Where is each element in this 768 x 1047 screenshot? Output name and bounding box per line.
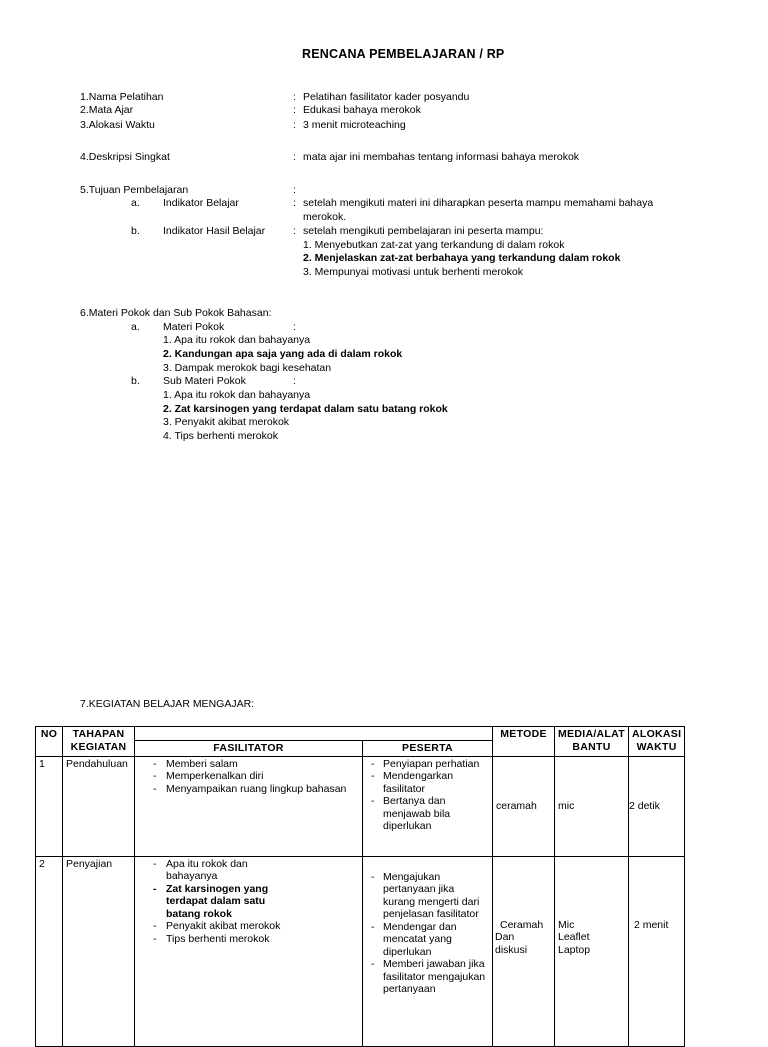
- info-sep: :: [293, 375, 296, 387]
- materi-b-item: 2. Zat karsinogen yang terdapat dalam satu batang rokok: [163, 403, 448, 415]
- info-value-nama-pelatihan: Pelatihan fasilitator kader posyandu: [303, 91, 470, 103]
- row-tahapan: Penyajian: [63, 856, 135, 1046]
- tujuan-b-item: 2. Menjelaskan zat-zat berbahaya yang terkandung dalam rokok: [303, 252, 621, 264]
- list-item: - Memperkenalkan diri: [138, 770, 359, 783]
- row-metode: [493, 856, 555, 1046]
- tujuan-a-marker: a.: [131, 197, 140, 209]
- tujuan-b-intro: setelah mengikuti pembelajaran ini peserta mampu:: [303, 225, 544, 237]
- row-fasilitator: [135, 756, 363, 856]
- row-media: [555, 856, 629, 1046]
- tujuan-label: 5.Tujuan Pembelajaran: [80, 184, 189, 196]
- tujuan-a-line1: setelah mengikuti materi ini diharapkan peserta mampu memahami bahaya: [303, 197, 654, 209]
- table-row: [36, 756, 685, 856]
- list-item: - Zat karsinogen yang terdapat dalam satu batang rokok: [138, 883, 299, 921]
- row-peserta: [363, 756, 493, 856]
- header-tahapan: TAHAPAN KEGIATAN: [63, 727, 135, 757]
- header-alokasi: ALOKASI WAKTU: [628, 727, 684, 757]
- materi-a-item: 1. Apa itu rokok dan bahayanya: [163, 334, 311, 346]
- info-sep: :: [293, 104, 296, 116]
- header-blank: [135, 727, 493, 741]
- page-title: RENCANA PEMBELAJARAN / RP: [302, 47, 505, 61]
- header-media: MEDIA/ALAT BANTU: [555, 727, 629, 757]
- header-metode: METODE: [493, 727, 555, 757]
- info-label-nama-pelatihan: 1.Nama Pelatihan: [80, 91, 164, 103]
- list-item: - Mengajukan pertanyaan jika kurang mengerti dari penjelasan fasilitator: [366, 871, 489, 921]
- metode-line: Ceramah: [500, 918, 544, 931]
- list-item: - Memberi jawaban jika fasilitator mengajukan pertanyaan: [366, 958, 489, 996]
- kegiatan-table: [35, 726, 685, 1047]
- materi-b-item: 4. Tips berhenti merokok: [163, 430, 278, 442]
- info-label-alokasi-waktu: 3.Alokasi Waktu: [80, 119, 155, 131]
- tujuan-b-item: 3. Mempunyai motivasi untuk berhenti merokok: [303, 266, 524, 278]
- list-item: - Apa itu rokok dan bahayanya: [138, 858, 299, 883]
- list-item: - Menyampaikan ruang lingkup bahasan: [138, 783, 359, 796]
- info-value-deskripsi: mata ajar ini membahas tentang informasi bahaya merokok: [303, 151, 580, 163]
- list-item: - Mendengarkan fasilitator: [366, 770, 489, 795]
- info-label-deskripsi: 4.Deskripsi Singkat: [80, 151, 170, 163]
- table-row: [36, 856, 685, 1046]
- info-sep: :: [293, 225, 296, 237]
- tujuan-b-item: 1. Menyebutkan zat-zat yang terkandung di dalam rokok: [303, 239, 565, 251]
- materi-b-label: Sub Materi Pokok: [163, 375, 246, 387]
- kegiatan-label: 7.KEGIATAN BELAJAR MENGAJAR:: [80, 698, 255, 710]
- metode-line: diskusi: [495, 943, 528, 956]
- media-line: Laptop: [558, 943, 591, 956]
- tujuan-a-line2: merokok.: [303, 211, 347, 223]
- tujuan-a-label: Indikator Belajar: [163, 197, 239, 209]
- header-fasilitator: FASILITATOR: [135, 741, 363, 757]
- list-item: - Bertanya dan menjawab bila diperlukan: [366, 795, 489, 833]
- list-item: - Tips berhenti merokok: [138, 933, 299, 946]
- info-sep: :: [293, 119, 296, 131]
- row-alokasi: 2 menit: [628, 856, 684, 1046]
- row-tahapan: Pendahuluan: [63, 756, 135, 856]
- info-sep: :: [293, 321, 296, 333]
- header-peserta: PESERTA: [363, 741, 493, 757]
- materi-b-item: 1. Apa itu rokok dan bahayanya: [163, 389, 311, 401]
- row-metode: ceramah: [493, 756, 555, 856]
- info-sep: :: [293, 151, 296, 163]
- materi-b-marker: b.: [131, 375, 140, 387]
- list-item: - Penyiapan perhatian: [366, 758, 489, 771]
- materi-a-item: 2. Kandungan apa saja yang ada di dalam rokok: [163, 348, 403, 360]
- info-sep: :: [293, 184, 296, 196]
- info-sep: :: [293, 197, 296, 209]
- tujuan-b-label: Indikator Hasil Belajar: [163, 225, 266, 237]
- materi-b-item: 3. Penyakit akibat merokok: [163, 416, 290, 428]
- list-item: - Penyakit akibat merokok: [138, 920, 299, 933]
- info-value-alokasi-waktu: 3 menit microteaching: [303, 119, 406, 131]
- media-line: Mic: [558, 918, 575, 931]
- info-sep: :: [293, 91, 296, 103]
- media-line: Leaflet: [558, 931, 590, 943]
- info-value-mata-ajar: Edukasi bahaya merokok: [303, 104, 421, 116]
- row-no: 1: [36, 756, 63, 856]
- list-item: - Memberi salam: [138, 758, 359, 771]
- materi-label: 6.Materi Pokok dan Sub Pokok Bahasan:: [80, 307, 272, 319]
- tujuan-b-marker: b.: [131, 225, 140, 237]
- list-item: - Mendengar dan mencatat yang diperlukan: [366, 921, 489, 959]
- materi-a-label: Materi Pokok: [163, 321, 225, 333]
- row-media: mic: [555, 756, 629, 856]
- materi-a-marker: a.: [131, 321, 140, 333]
- header-no: NO: [36, 727, 63, 757]
- row-peserta: [363, 856, 493, 1046]
- row-no: 2: [36, 856, 63, 1046]
- materi-a-item: 3. Dampak merokok bagi kesehatan: [163, 362, 332, 374]
- row-fasilitator: [135, 856, 363, 1046]
- info-label-mata-ajar: 2.Mata Ajar: [80, 104, 134, 116]
- metode-line: Dan: [495, 931, 515, 943]
- row-alokasi: 2 detik: [628, 756, 684, 856]
